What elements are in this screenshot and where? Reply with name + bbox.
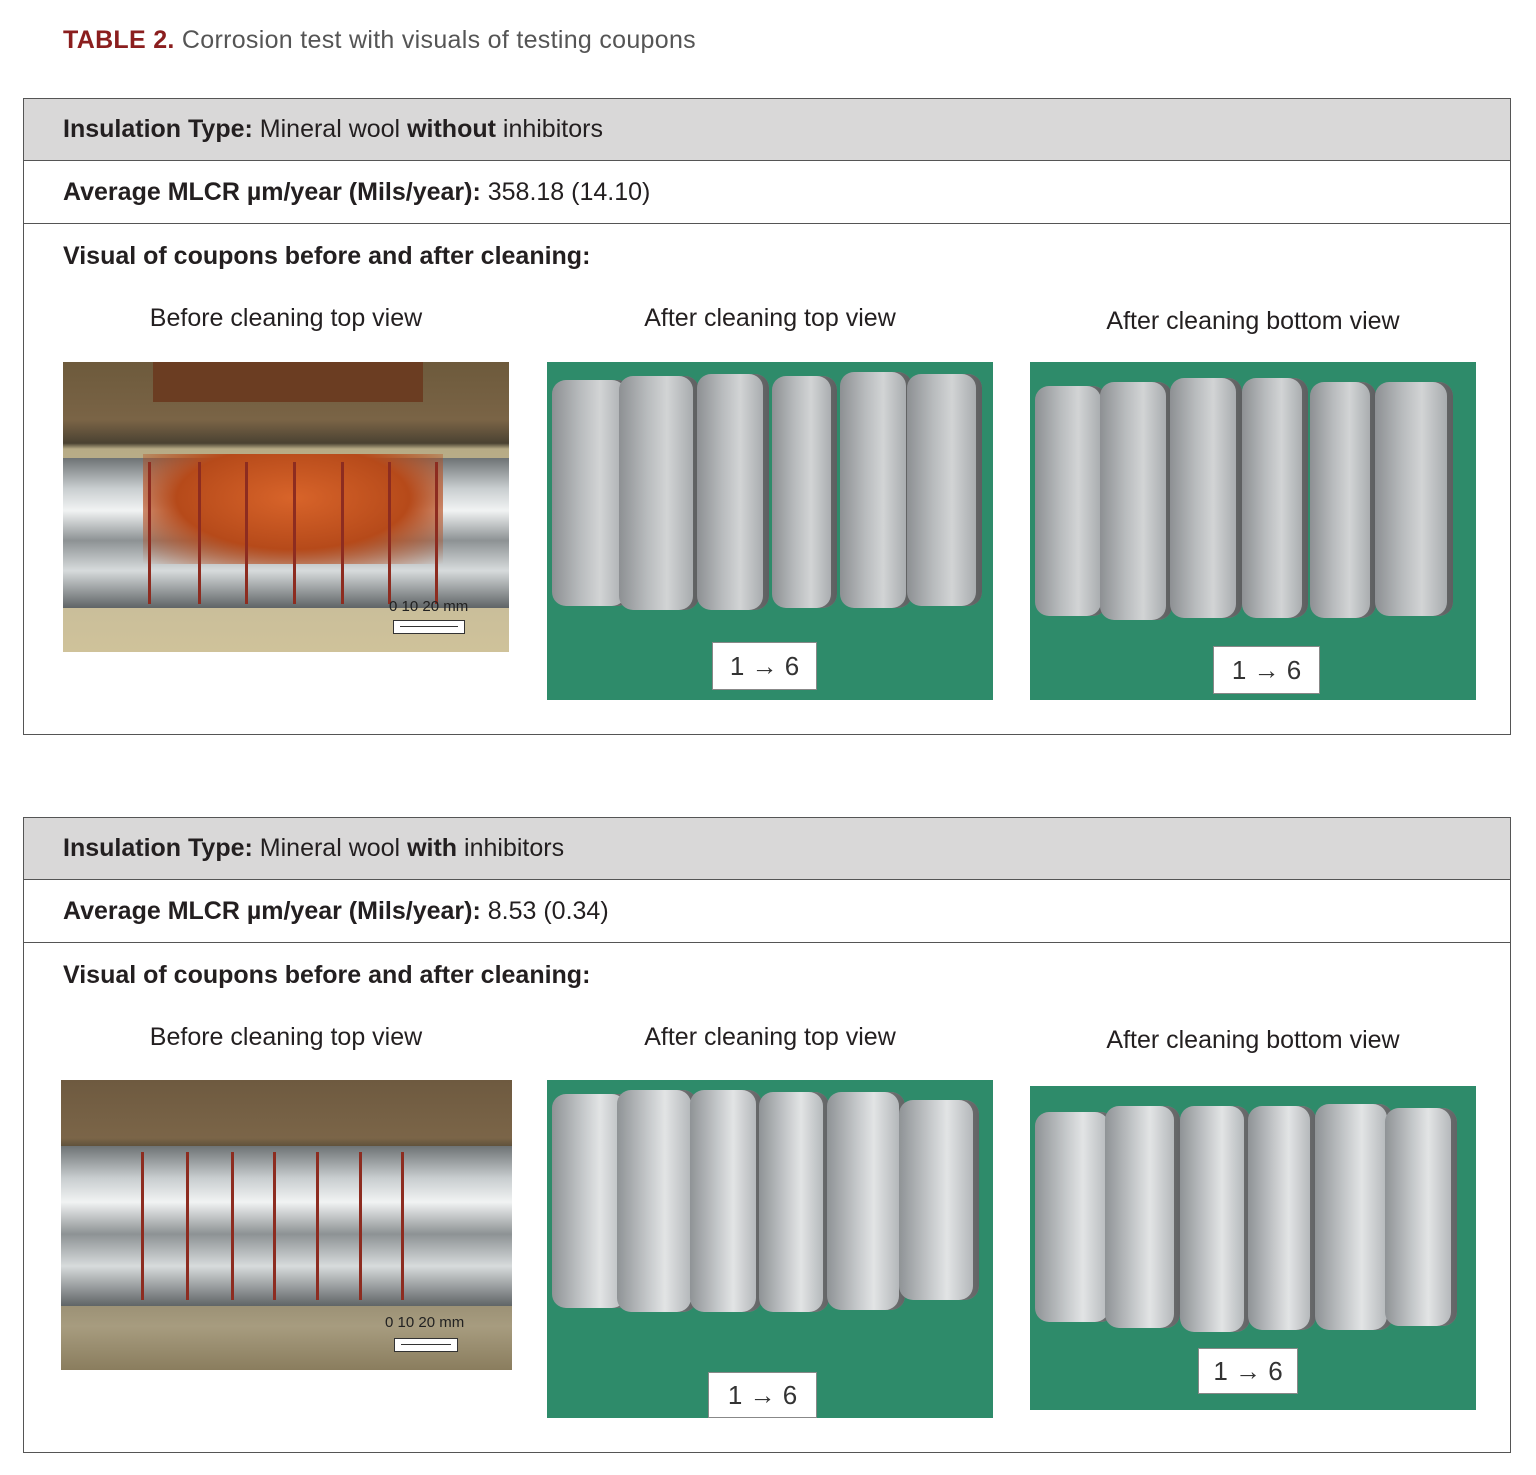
view-label-after-top: After cleaning top view <box>644 304 896 332</box>
insulation-type-bold: without <box>407 115 496 143</box>
scale-bar <box>393 620 465 634</box>
after-cleaning-bottom-photo <box>1030 1086 1476 1410</box>
visual-row <box>24 943 1510 1451</box>
view-label-after-bottom: After cleaning bottom view <box>1106 1026 1400 1054</box>
coupon-order-tag: 1 → 6 <box>712 642 817 690</box>
panel-without-inhibitors <box>23 98 1511 735</box>
table-caption <box>63 26 696 55</box>
scale-label: 0 10 20 mm <box>385 1314 465 1331</box>
insulation-type-bold: with <box>407 834 458 862</box>
visual-heading: Visual of coupons before and after cleaning: <box>63 961 591 989</box>
view-label-after-bottom: After cleaning bottom view <box>1106 307 1400 335</box>
after-cleaning-top-photo <box>547 362 993 700</box>
visual-heading: Visual of coupons before and after cleaning: <box>63 242 591 270</box>
visual-row <box>24 224 1510 732</box>
caption-label: TABLE 2. <box>63 26 175 54</box>
view-label-before-top: Before cleaning top view <box>149 1023 423 1051</box>
mlcr-value: 358.18 (14.10) <box>487 177 651 206</box>
mlcr-row <box>24 880 1510 943</box>
mlcr-label: Average MLCR µm/year (Mils/year): <box>63 896 481 925</box>
view-label-before-top: Before cleaning top view <box>149 304 423 332</box>
insulation-type-pre: Mineral wool <box>259 834 401 862</box>
mlcr-value: 8.53 (0.34) <box>487 896 609 925</box>
before-cleaning-photo <box>63 362 509 652</box>
scale-bar <box>394 1338 458 1352</box>
coupon-order-tag: 1 → 6 <box>1198 1348 1298 1394</box>
mlcr-label: Average MLCR µm/year (Mils/year): <box>63 177 481 206</box>
insulation-type-row <box>24 818 1510 880</box>
mlcr-row <box>24 161 1510 224</box>
insulation-type-post: inhibitors <box>502 115 603 143</box>
insulation-type-label: Insulation Type: <box>63 115 253 143</box>
insulation-type-row <box>24 99 1510 161</box>
panel-with-inhibitors <box>23 817 1511 1453</box>
caption-text: Corrosion test with visuals of testing coupons <box>181 26 696 54</box>
insulation-type-pre: Mineral wool <box>259 115 401 143</box>
after-cleaning-top-photo <box>547 1080 993 1418</box>
coupon-order-tag: 1 → 6 <box>1213 646 1320 694</box>
coupon-order-tag: 1 → 6 <box>708 1372 817 1418</box>
before-cleaning-photo <box>61 1080 512 1370</box>
view-label-after-top: After cleaning top view <box>644 1023 896 1051</box>
scale-label: 0 10 20 mm <box>389 598 469 615</box>
insulation-type-label: Insulation Type: <box>63 834 253 862</box>
after-cleaning-bottom-photo <box>1030 362 1476 700</box>
insulation-type-post: inhibitors <box>464 834 565 862</box>
